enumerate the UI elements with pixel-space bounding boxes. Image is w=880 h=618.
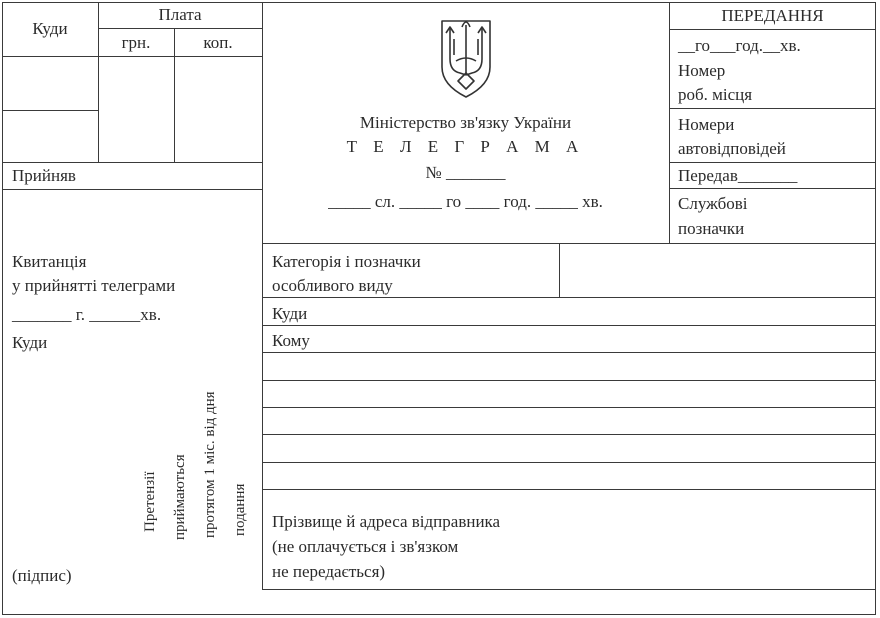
receipt-title: Квитанція xyxy=(12,252,87,271)
border-top xyxy=(2,2,876,3)
transmission-time-line: __го___год.__хв. xyxy=(678,36,801,55)
claims-note-4: подання xyxy=(232,483,248,536)
divider-answerback xyxy=(669,162,876,163)
receipt-time-line: _______ г. ______хв. xyxy=(12,305,162,324)
divider-body-top xyxy=(262,243,876,244)
meta-line: _____ сл. _____ го ____ год. _____ хв. xyxy=(328,192,603,211)
ministry-name: Міністерство зв'язку України xyxy=(359,113,572,132)
receipt-subtitle: у прийнятті телеграми xyxy=(12,276,176,295)
transmission-title: ПЕРЕДАННЯ xyxy=(721,6,824,25)
workplace-label-1: Номер xyxy=(678,61,726,80)
number-line: № _______ xyxy=(425,163,506,182)
accepted-by-label: Прийняв xyxy=(12,166,76,185)
border-left xyxy=(2,2,3,615)
divider-payment-header xyxy=(98,28,262,29)
divider-category xyxy=(559,243,560,297)
border-bottom xyxy=(2,614,876,615)
row-line-2 xyxy=(262,325,876,326)
divider-right-column xyxy=(669,2,670,243)
payment-label: Плата xyxy=(158,5,202,24)
telegram-title: Т Е Л Е Г Р А М А xyxy=(346,137,585,156)
claims-note-1: Претензії xyxy=(142,471,158,532)
claims-note-3: протягом 1 міс. від дня xyxy=(202,391,218,538)
answerback-label-2: автовідповідей xyxy=(678,139,786,158)
sender-label-3: не передається) xyxy=(272,562,386,581)
divider-sent-by xyxy=(669,188,876,189)
where-label-receipt: Куди xyxy=(12,333,48,352)
row-line-3 xyxy=(262,352,876,353)
row-line-1 xyxy=(262,297,876,298)
sender-label-1: Прізвище й адреса відправника xyxy=(272,512,501,531)
service-label-2: позначки xyxy=(678,219,745,238)
divider-left-column xyxy=(262,2,263,589)
row-line-7 xyxy=(262,462,876,463)
claims-note-2: приймаються xyxy=(172,454,188,540)
divider-sender-bottom xyxy=(262,589,876,590)
uah-label: грн. xyxy=(121,33,151,52)
row-line-5 xyxy=(262,407,876,408)
sent-by-label: Передав_______ xyxy=(678,166,798,185)
divider-payment-subheader xyxy=(2,56,262,57)
signature-label: (підпис) xyxy=(12,566,72,585)
kop-label: коп. xyxy=(203,33,233,52)
divider-payment-row xyxy=(2,110,98,111)
row-line-8 xyxy=(262,489,876,490)
divider-accepted-bottom xyxy=(2,189,262,190)
coat-of-arms-icon xyxy=(436,11,496,99)
whom-label: Кому xyxy=(272,331,310,350)
divider-where-payment xyxy=(98,2,99,162)
category-label-2: особливого виду xyxy=(272,276,393,295)
row-line-6 xyxy=(262,434,876,435)
border-right xyxy=(875,2,876,615)
where-label-body: Куди xyxy=(272,304,308,323)
divider-transmission-title xyxy=(669,29,876,30)
service-label-1: Службові xyxy=(678,194,748,213)
answerback-label-1: Номери xyxy=(678,115,735,134)
where-label-header: Куди xyxy=(32,19,68,38)
category-label-1: Категорія і позначки xyxy=(272,252,421,271)
sender-label-2: (не оплачується і зв'язком xyxy=(272,537,459,556)
divider-workplace xyxy=(669,108,876,109)
divider-accepted-top xyxy=(2,162,262,163)
workplace-label-2: роб. місця xyxy=(678,85,753,104)
row-line-4 xyxy=(262,380,876,381)
